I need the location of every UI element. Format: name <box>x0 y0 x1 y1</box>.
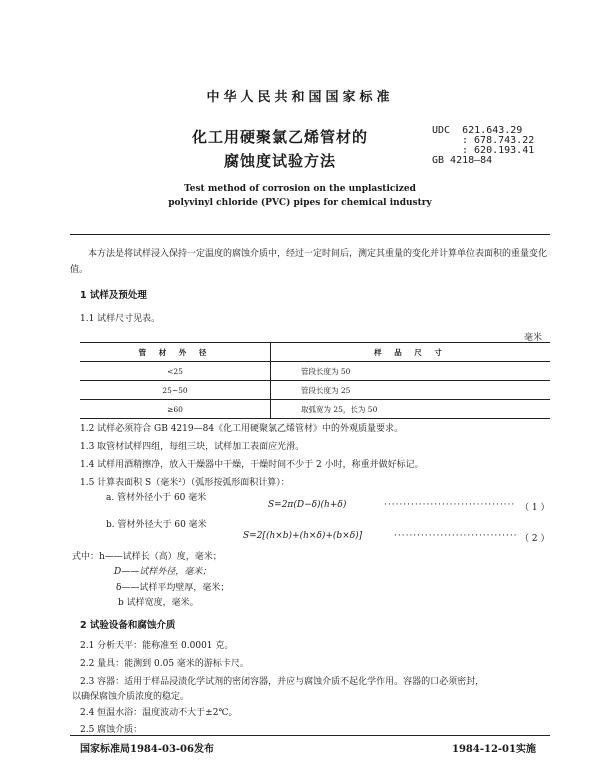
footer-divider <box>70 735 550 736</box>
clause-2-4: 2.4 恒温水浴：温度波动不大于±2℃。 <box>80 708 238 718</box>
table-unit: 毫米 <box>524 333 543 343</box>
clause-1-3: 1.3 取管材试样四组，每组三块，试样加工表面应光滑。 <box>80 442 305 452</box>
udc-label: UDC <box>432 125 451 136</box>
classification-codes <box>432 126 534 166</box>
udc-code-1: 621.643.29 <box>462 125 523 136</box>
formula-2: S=2[(h×b)+(h×δ)+(b×δ)] <box>243 531 363 541</box>
formula-2-leader: ································ <box>394 531 518 541</box>
formula-2-number: （ 2 ） <box>520 534 550 544</box>
gb-code: GB 4218—84 <box>432 155 493 166</box>
document-title-line1: 化工用硬聚氯乙烯管材的 <box>191 128 368 146</box>
section-1-heading: 1 试样及预处理 <box>80 290 147 301</box>
clause-2-5: 2.5 腐蚀介质： <box>80 725 143 735</box>
document-title-line2: 腐蚀度试验方法 <box>223 152 336 170</box>
table-cell: ≥60 <box>80 400 271 419</box>
formula-1: S=2π(D−δ)(h+δ) <box>268 500 347 510</box>
table-cell: 25~50 <box>80 381 271 400</box>
header-divider <box>70 234 550 235</box>
clause-2-3-line2: 以确保腐蚀介质浓度的稳定。 <box>72 692 190 702</box>
table-header-row <box>80 343 550 362</box>
clause-1-5: 1.5 计算表面积 S（毫米²）（弧形按弧形面积计算）： <box>80 478 290 488</box>
udc-code-2: : 678.743.22 <box>462 135 535 146</box>
issue-date: 国家标准局1984-03-06发布 <box>80 744 214 755</box>
table-header-cell: 样 品 尺 寸 <box>271 343 551 362</box>
table-cell: 取弧宽为 25，长为 50 <box>271 400 551 419</box>
table-row <box>80 362 550 381</box>
variable-h: 式中：h——试样长（高）度，毫米； <box>72 552 222 562</box>
table-header-cell: 管 材 外 径 <box>80 343 271 362</box>
clause-2-2: 2.2 量具：能测到 0.05 毫米的游标卡尺。 <box>80 659 249 669</box>
english-title-line2: polyvinyl chloride (PVC) pipes for chemical industry <box>168 198 432 208</box>
effective-date: 1984-12-01实施 <box>452 744 536 755</box>
clause-1-2: 1.2 试样必须符合 GB 4219—84《化工用硬聚氯乙烯管材》中的外观质量要求。 <box>80 424 404 434</box>
intro-paragraph: 本方法是将试样浸入保持一定温度的腐蚀介质中，经过一定时间后，测定其重量的变化并计算单位表面积的重量变化值。 <box>70 249 548 275</box>
formula-1-number: （ 1 ） <box>520 503 550 513</box>
table-cell: 管段长度为 25 <box>271 381 551 400</box>
clause-2-1: 2.1 分析天平：能称准至 0.0001 克。 <box>80 641 234 651</box>
case-b-label: b. 管材外径大于 60 毫米 <box>106 520 207 530</box>
section-2-heading: 2 试验设备和腐蚀介质 <box>80 620 176 631</box>
clause-1-4: 1.4 试样用酒精擦净，放入干燥器中干燥，干燥时间不少于 2 小时，称重并做好标记。 <box>80 460 424 470</box>
table-cell: <25 <box>80 362 271 381</box>
udc-code-3: : 620.193.41 <box>462 145 535 156</box>
table-cell: 管段长度为 50 <box>271 362 551 381</box>
specimen-size-table <box>80 342 550 419</box>
english-title-line1: Test method of corrosion on the unplasticized <box>184 184 416 194</box>
table-row <box>80 381 550 400</box>
variable-delta: δ——试样平均壁厚，毫米； <box>116 583 230 593</box>
formula-1-leader: ·································· <box>384 500 516 510</box>
case-a-label: a. 管材外径小于 60 毫米 <box>106 493 207 503</box>
variable-D: D——试样外径，毫米； <box>114 567 212 577</box>
clause-1-1: 1.1 试样尺寸见表。 <box>80 314 161 324</box>
table-row <box>80 400 550 419</box>
variable-b: b 试样宽度，毫米。 <box>118 598 199 608</box>
clause-2-3-line1: 2.3 容器：适用于样品浸渍化学试剂的密闭容器，并应与腐蚀介质不起化学作用。容器的口必须密封， <box>80 677 485 687</box>
standard-header: 中华人民共和国国家标准 <box>206 90 394 105</box>
